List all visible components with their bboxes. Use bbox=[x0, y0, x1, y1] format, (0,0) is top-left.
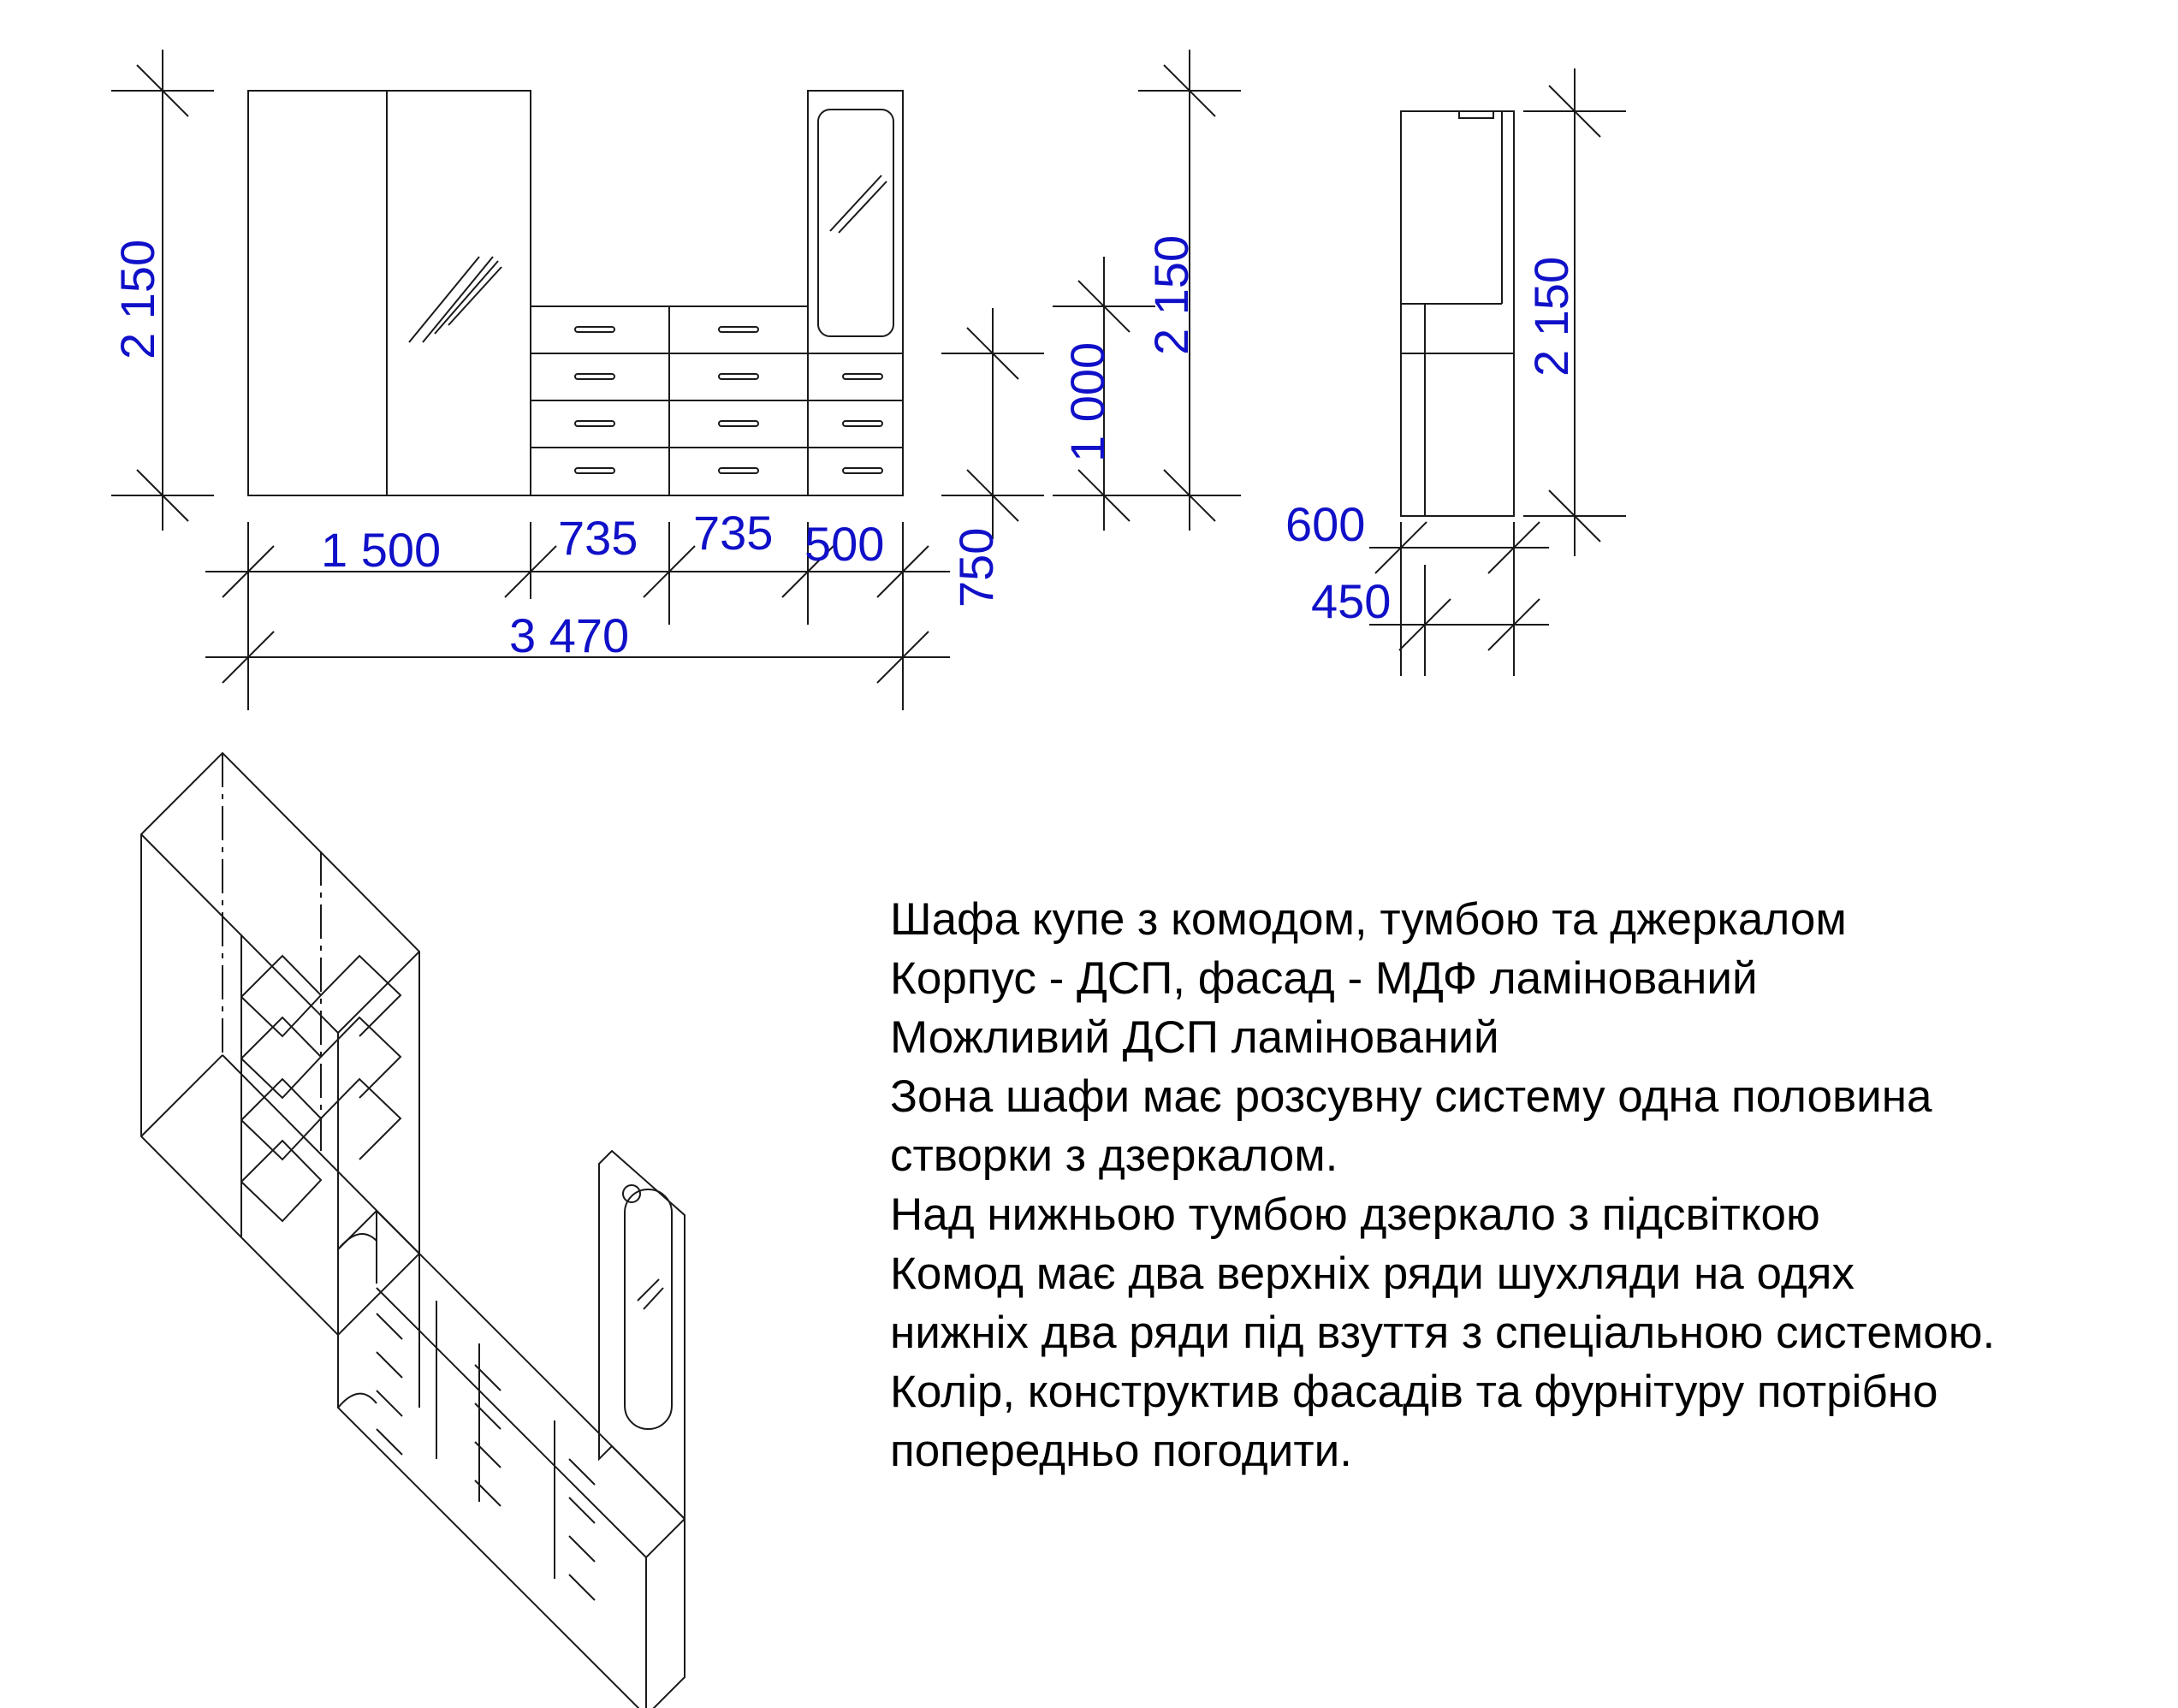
isometric-view bbox=[141, 753, 685, 1708]
note-line: Комод має два верхніх ряди шухляди на одях bbox=[890, 1248, 1855, 1299]
dim-cabinet-width: 500 bbox=[804, 517, 885, 571]
dim-side-depth-wardrobe: 600 bbox=[1285, 497, 1366, 551]
iso-dresser-handles bbox=[377, 1314, 595, 1600]
note-line: Шафа купе з комодом, тумбою та джеркалом bbox=[890, 894, 1847, 945]
dim-mirror-height: 1 000 bbox=[1060, 341, 1114, 462]
wardrobe-mirror-hatch bbox=[409, 257, 501, 342]
side-view bbox=[1285, 68, 1626, 676]
iso-mirror bbox=[625, 1189, 672, 1429]
note-line: Корпус - ДСП, фасад - МДФ ламінований bbox=[890, 953, 1758, 1004]
note-line: Над нижньою тумбою дзеркало з підсвіткою bbox=[890, 1189, 1820, 1240]
front-view bbox=[110, 50, 1241, 710]
cabinet-mirror-hatch bbox=[830, 175, 887, 233]
description-notes bbox=[890, 890, 1995, 1480]
note-line: Колір, конструктив фасадів та фурнітуру потрібно bbox=[890, 1367, 1938, 1417]
iso-dresser bbox=[338, 1211, 685, 1708]
cabinet-mirror bbox=[818, 110, 893, 336]
dim-dresser-width-2: 735 bbox=[693, 506, 774, 560]
dim-front-height: 2 150 bbox=[110, 239, 164, 359]
wardrobe-body bbox=[248, 91, 531, 495]
side-wardrobe bbox=[1401, 111, 1514, 516]
note-line: Можливий ДСП ламінований bbox=[890, 1012, 1499, 1063]
iso-wardrobe bbox=[141, 753, 419, 1335]
dim-dresser-height: 750 bbox=[949, 527, 1003, 608]
dim-dresser-width-1: 735 bbox=[558, 511, 638, 565]
dim-side-depth-dresser: 450 bbox=[1311, 574, 1392, 628]
cabinet-body bbox=[808, 91, 903, 495]
dim-right-height: 2 150 bbox=[1144, 234, 1198, 355]
note-line: попередньо погодити. bbox=[890, 1426, 1352, 1476]
dim-wardrobe-width: 1 500 bbox=[321, 523, 442, 577]
dim-total-width: 3 470 bbox=[509, 608, 630, 662]
note-line: нижніх два ряди під взуття з спеціальною системою. bbox=[890, 1308, 1996, 1358]
note-line: Зона шафи має розсувну систему одна половина bbox=[890, 1071, 1932, 1122]
dim-side-height: 2 150 bbox=[1524, 256, 1578, 377]
note-line: створки з дзеркалом. bbox=[890, 1130, 1338, 1181]
